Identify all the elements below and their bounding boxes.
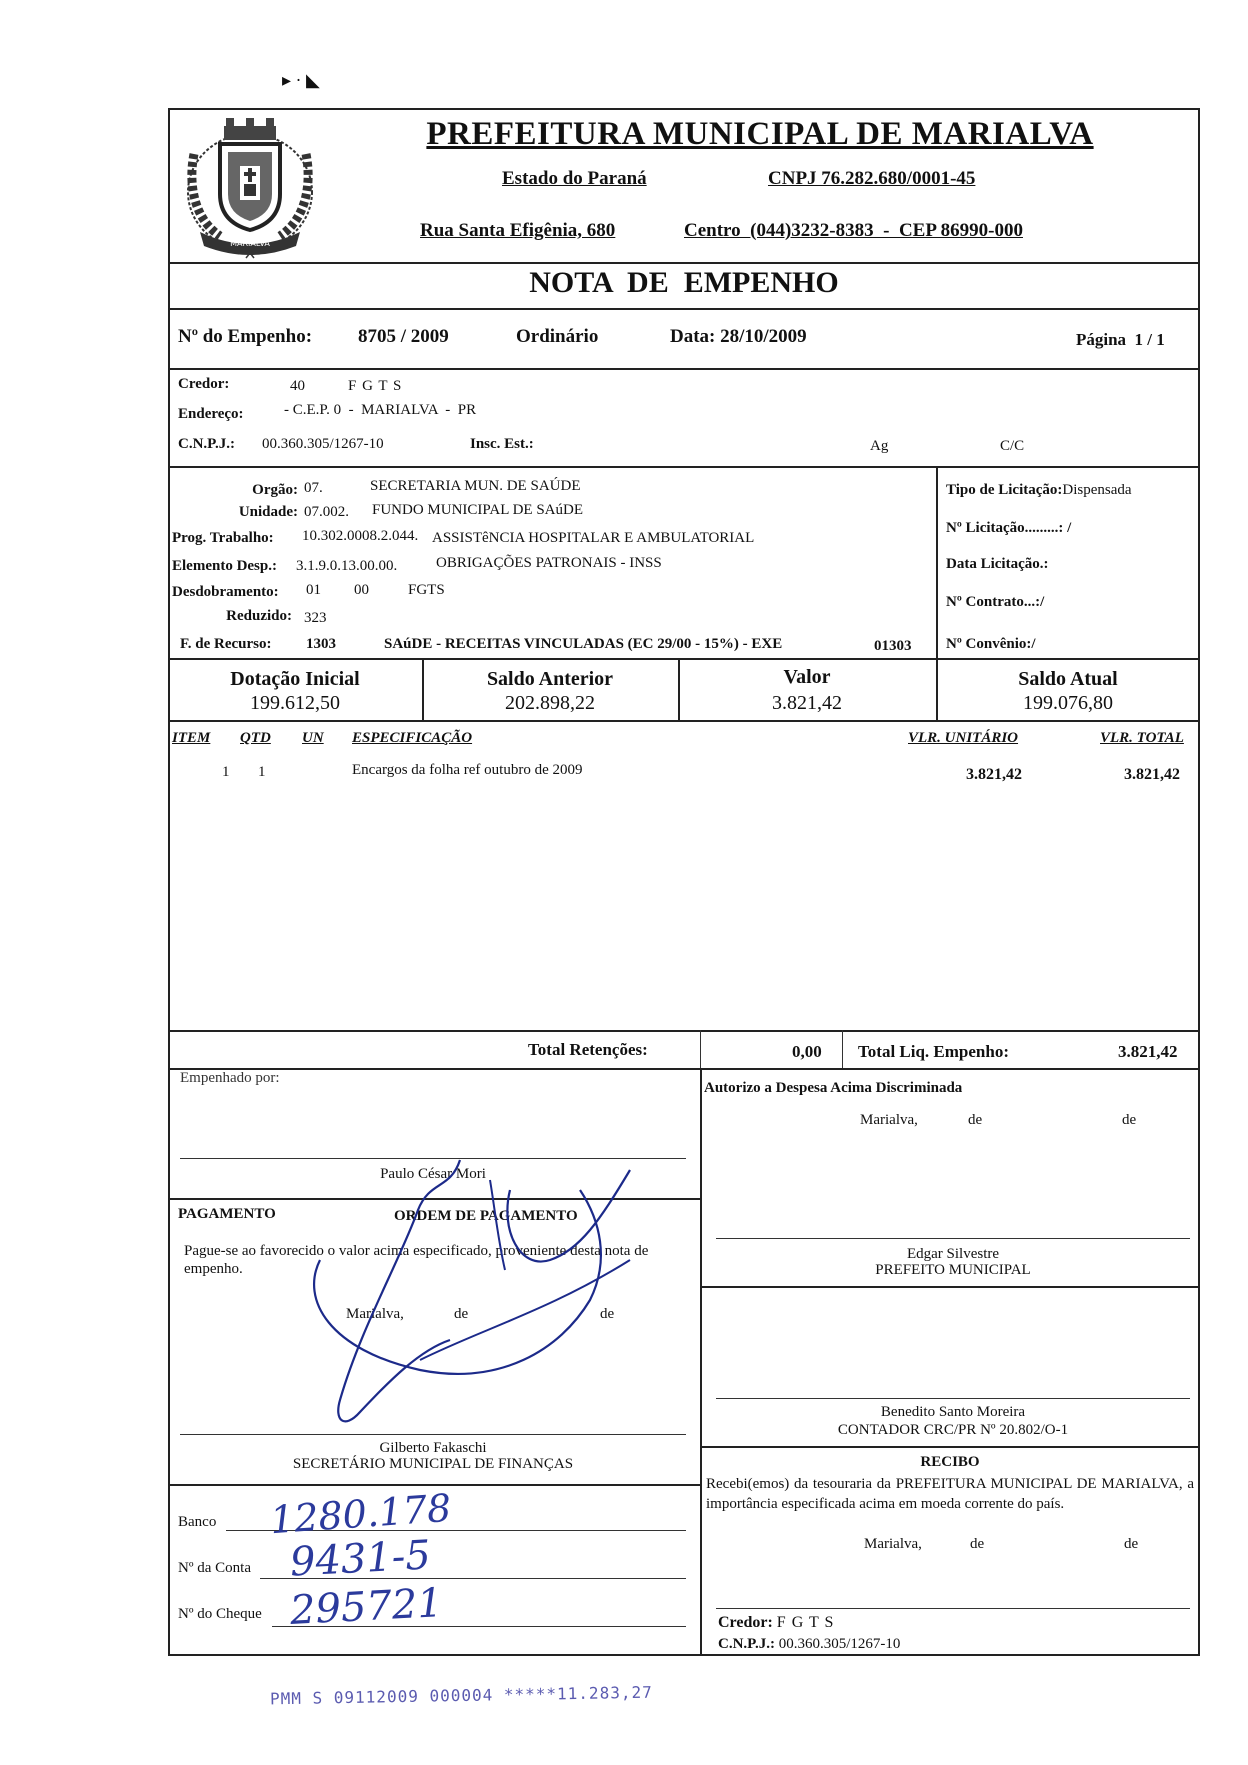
ordem-pagamento-title: ORDEM DE PAGAMENTO <box>394 1208 578 1224</box>
col-header-qtd: QTD <box>240 730 271 746</box>
unidade-code: 07.002. <box>304 504 349 520</box>
recurso-name: SAúDE - RECEITAS VINCULADAS (EC 29/00 - 15%) - EXE <box>384 636 783 652</box>
cnpj-value: 00.360.305/1267-10 <box>262 436 384 452</box>
coat-of-arms <box>180 114 320 260</box>
recibo-credor-value: F G T S <box>776 1614 835 1631</box>
qtd-cell: 1 <box>258 764 266 780</box>
signature-line <box>716 1608 1190 1609</box>
recurso-code: 1303 <box>306 636 336 652</box>
pagamento-title: PAGAMENTO <box>178 1206 276 1222</box>
data-licitacao: Data Licitação.: <box>946 556 1049 572</box>
desdobramento-label: Desdobramento: <box>172 584 279 600</box>
recibo-local: Marialva, <box>864 1536 922 1552</box>
conta-label: Nº da Conta <box>178 1560 251 1576</box>
divider-vertical <box>842 1030 843 1068</box>
empenho-date: Data: 28/10/2009 <box>670 326 807 347</box>
dotacao-inicial-value: 199.612,50 <box>250 692 340 714</box>
header-street: Rua Santa Efigênia, 680 <box>420 220 616 241</box>
recibo-de-2: de <box>1124 1536 1139 1552</box>
total-retencoes-value: 0,00 <box>792 1042 822 1061</box>
conta-handwritten: 9431-5 <box>288 1532 432 1586</box>
endereco-value: - C.E.P. 0 - MARIALVA - PR <box>284 402 477 418</box>
autorizo-de-2: de <box>1122 1112 1137 1128</box>
pagamento-de-2: de <box>600 1306 615 1322</box>
orgao-label: Orgão: <box>252 482 298 498</box>
total-liquido-value: 3.821,42 <box>1118 1042 1178 1061</box>
divider <box>168 262 1200 264</box>
prog-name: ASSISTêNCIA HOSPITALAR E AMBULATORIAL <box>432 530 755 546</box>
recibo-de-1: de <box>970 1536 985 1552</box>
credor-name: F G T S <box>348 378 403 394</box>
valor-value: 3.821,42 <box>772 692 842 714</box>
saldo-anterior-value: 202.898,22 <box>505 692 595 714</box>
saldo-anterior-label: Saldo Anterior <box>486 668 614 690</box>
contador-role: CONTADOR CRC/PR Nº 20.802/O-1 <box>837 1422 1069 1438</box>
vlr-unitario-cell: 3.821,42 <box>966 766 1022 783</box>
contador-name: Benedito Santo Moreira <box>880 1404 1026 1420</box>
dotacao-inicial-label: Dotação Inicial <box>230 668 360 690</box>
divider <box>700 1286 1200 1288</box>
divider <box>168 658 1200 660</box>
col-header-vlr-unitario: VLR. UNITÁRIO <box>908 730 1019 746</box>
banco-handwritten: 1280.178 <box>268 1485 453 1543</box>
scan-mark: ▸ · ◣ <box>282 70 320 90</box>
reduzido-value: 323 <box>304 610 327 626</box>
cnpj-label: C.N.P.J.: <box>178 436 235 452</box>
empenhado-por-name: Paulo César Mori <box>380 1166 486 1182</box>
empenho-number-label: Nº do Empenho: <box>178 326 313 347</box>
pagamento-local: Marialva, <box>346 1306 404 1322</box>
numero-convenio: Nº Convênio:/ <box>946 636 1036 652</box>
prefeito-role: PREFEITO MUNICIPAL <box>875 1262 1031 1278</box>
credor-code: 40 <box>290 378 305 394</box>
header-state: Estado do Paraná <box>502 168 647 189</box>
doc-title: NOTA DE EMPENHO <box>529 266 839 299</box>
header-title: PREFEITURA MUNICIPAL DE MARIALVA <box>426 116 1094 152</box>
empenho-number: 8705 / 2009 <box>358 326 449 347</box>
divider <box>700 1446 1200 1448</box>
svg-text:MARIALVA: MARIALVA <box>230 239 270 248</box>
elemento-name: OBRIGAÇÕES PATRONAIS - INSS <box>436 555 662 571</box>
recibo-cnpj <box>718 1636 900 1653</box>
pagamento-text: Pague-se ao favorecido o valor acima especificado, proveniente desta nota de empenho. <box>184 1243 649 1277</box>
autorizo-text: Autorizo a Despesa Acima Discriminada <box>704 1080 963 1096</box>
unidade-name: FUNDO MUNICIPAL DE SAúDE <box>372 502 583 518</box>
col-header-un: UN <box>302 730 324 746</box>
total-liquido-label: Total Liq. Empenho: <box>858 1042 1009 1061</box>
tipo-licitacao-label: Tipo de Licitação: <box>946 482 1063 498</box>
mechanical-stamp: PMM S 09112009 000004 *****11.283,27 <box>269 1682 653 1709</box>
banco-label: Banco <box>178 1514 217 1530</box>
divider-vertical <box>700 1068 702 1656</box>
prog-label: Prog. Trabalho: <box>172 530 274 546</box>
empenho-type: Ordinário <box>516 326 599 347</box>
numero-contrato: Nº Contrato...:/ <box>946 594 1045 610</box>
orgao-name: SECRETARIA MUN. DE SAÚDE <box>370 478 581 494</box>
saldo-atual-label: Saldo Atual <box>1018 668 1118 690</box>
tipo-licitacao <box>946 482 1132 499</box>
handwritten-signature <box>300 1150 680 1450</box>
credor-label: Credor: <box>178 376 230 392</box>
col-header-item: ITEM <box>172 730 211 746</box>
signature-line <box>716 1398 1190 1399</box>
col-header-especificacao: ESPECIFICAÇÃO <box>352 730 473 746</box>
header-cnpj: CNPJ 76.282.680/0001-45 <box>768 168 976 189</box>
empenhado-por-label: Empenhado por: <box>180 1070 280 1086</box>
unidade-label: Unidade: <box>238 504 298 520</box>
divider <box>168 1030 1200 1032</box>
divider <box>168 720 1200 722</box>
reduzido-label: Reduzido: <box>226 608 292 624</box>
col-header-vlr-total: VLR. TOTAL <box>1100 730 1184 746</box>
recurso-number: 01303 <box>874 638 912 654</box>
prog-code: 10.302.0008.2.044. <box>302 528 419 544</box>
recibo-cnpj-label: C.N.P.J.: <box>718 1636 775 1652</box>
divider <box>168 1484 700 1486</box>
recibo-title: RECIBO <box>920 1454 980 1470</box>
item-cell: 1 <box>222 764 230 780</box>
divider-vertical <box>700 1030 701 1068</box>
tipo-licitacao-value: Dispensada <box>1062 482 1132 498</box>
endereco-label: Endereço: <box>178 406 244 422</box>
divider-vertical <box>936 466 938 658</box>
desdobramento-a: 01 <box>306 582 321 598</box>
signature-line <box>716 1238 1190 1239</box>
divider <box>168 308 1200 310</box>
recibo-cnpj-value: 00.360.305/1267-10 <box>778 1636 901 1652</box>
cheque-handwritten: 295721 <box>288 1580 444 1634</box>
secretario-role: SECRETÁRIO MUNICIPAL DE FINANÇAS <box>292 1456 574 1472</box>
numero-licitacao: Nº Licitação.........: / <box>946 520 1072 536</box>
saldo-atual-value: 199.076,80 <box>1023 692 1113 714</box>
recibo-text: Recebi(emos) da tesouraria da PREFEITURA MUNICIPAL DE MARIALVA, a importância especificada acima em moeda corrente do país. <box>706 1476 1194 1512</box>
elemento-code: 3.1.9.0.13.00.00. <box>296 558 398 574</box>
prefeito-name: Edgar Silvestre <box>906 1246 1000 1262</box>
elemento-label: Elemento Desp.: <box>172 558 277 574</box>
secretario-name: Gilberto Fakaschi <box>379 1440 487 1456</box>
especificacao-cell: Encargos da folha ref outubro de 2009 <box>352 762 583 778</box>
page-indicator: Página 1 / 1 <box>1076 330 1165 349</box>
total-retencoes-label: Total Retenções: <box>528 1040 648 1059</box>
divider <box>168 1068 1200 1070</box>
cheque-label: Nº do Cheque <box>178 1606 262 1622</box>
divider <box>168 368 1200 370</box>
recibo-credor-label: Credor: <box>718 1614 773 1631</box>
recurso-label: F. de Recurso: <box>180 636 272 652</box>
orgao-code: 07. <box>304 480 323 496</box>
ag-label: Ag <box>870 438 889 454</box>
divider <box>168 466 1200 468</box>
insc-label: Insc. Est.: <box>470 436 534 452</box>
autorizo-de-1: de <box>968 1112 983 1128</box>
vlr-total-cell: 3.821,42 <box>1124 766 1180 783</box>
recibo-credor <box>718 1614 834 1632</box>
autorizo-local: Marialva, <box>860 1112 918 1128</box>
pagamento-de-1: de <box>454 1306 469 1322</box>
valor-label: Valor <box>783 666 831 688</box>
cc-label: C/C <box>1000 438 1025 454</box>
header-address: Centro (044)3232-8383 - CEP 86990-000 <box>684 220 1023 241</box>
desdobramento-name: FGTS <box>408 582 445 598</box>
desdobramento-b: 00 <box>354 582 369 598</box>
